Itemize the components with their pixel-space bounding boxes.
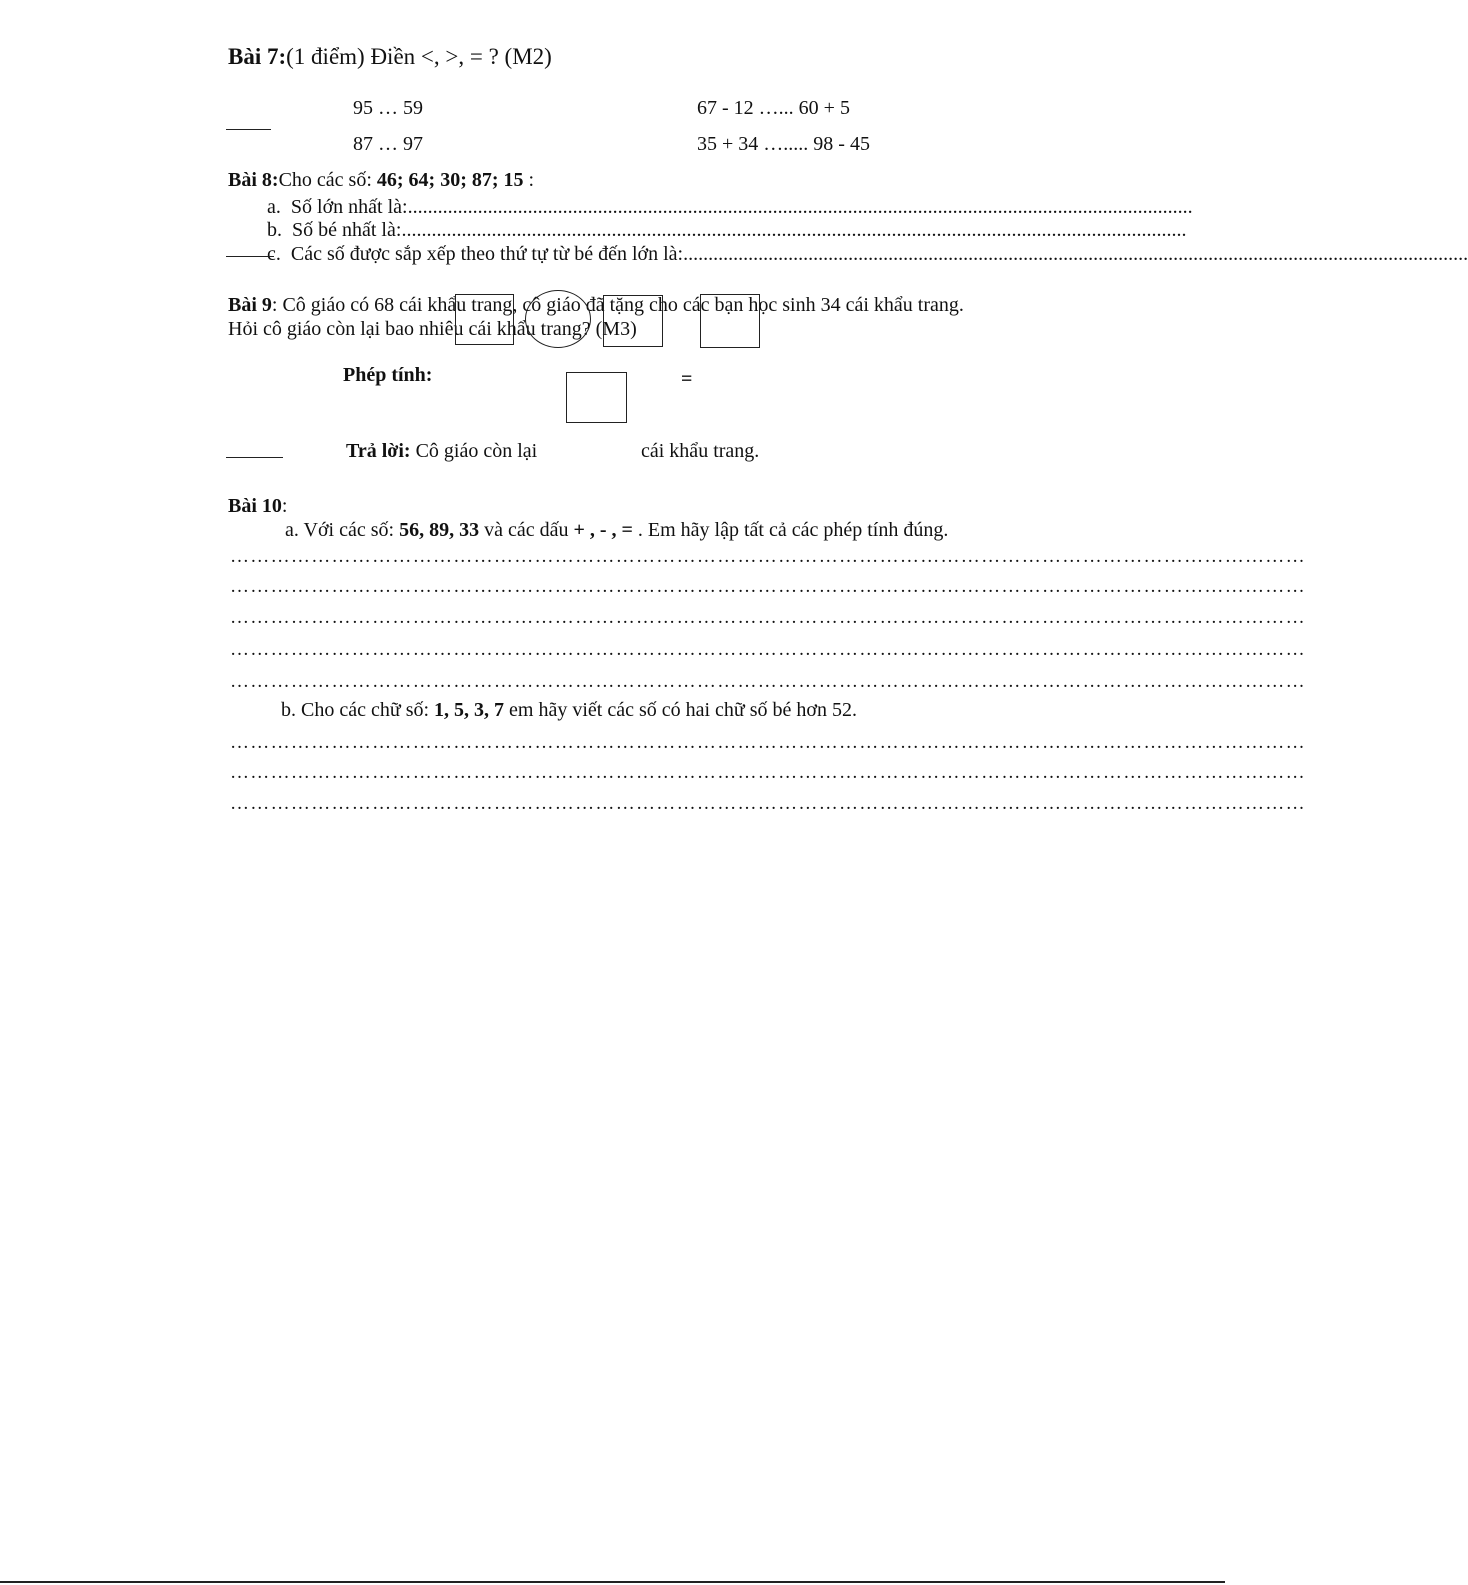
bai8-intro: Cho các số: <box>278 169 377 191</box>
bai8-item-b <box>267 219 1187 242</box>
answer-dots[interactable]: ............................................................................................................................................................. <box>683 243 1468 265</box>
page-bottom-edge <box>0 1581 1225 1583</box>
bai8-item-c-text: Các số được sắp xếp theo thứ tự từ bé đến lớn là: <box>290 243 684 265</box>
square-shape <box>455 294 514 345</box>
bai7-label: Bài 7: <box>228 44 287 69</box>
answer-line[interactable]: …………………………………………………………………………………………………………………………………………… <box>230 639 1306 660</box>
bai10-a: a. Với các số: 56, 89, 33 và các dấu + , - , = . Em hãy lập tất cả các phép tính đúng. <box>285 519 949 541</box>
bai8-item-a <box>267 196 1193 219</box>
bai8-item-a-marker: a. <box>267 196 281 218</box>
bai9-line2: Hỏi cô giáo còn lại bao nhiêu cái khẩu trang? (M3) <box>228 318 637 340</box>
bai7-right-1: 67 - 12 …... 60 + 5 <box>697 97 850 119</box>
answer-dots[interactable]: ............................................................................................................................................................. <box>401 219 1187 241</box>
bai9-line1-text: : Cô giáo có 68 cái khẩu trang, cô giáo đã tặng cho các bạn học sinh 34 cái khẩu trang. <box>271 294 964 316</box>
tra-loi-label: Trả lời: <box>346 440 411 462</box>
tra-loi-text: Cô giáo còn lại <box>415 440 538 462</box>
bai9-label: Bài 9 <box>228 294 272 316</box>
bai8-item-c-marker: c. <box>267 243 281 265</box>
circle-shape <box>525 290 591 348</box>
bai8-item-b-text: Số bé nhất là: <box>292 219 402 241</box>
answer-dots[interactable]: ............................................................................................................................................................. <box>407 196 1193 218</box>
bai7-right-2: 35 + 34 …..... 98 - 45 <box>697 133 870 155</box>
answer-line[interactable]: …………………………………………………………………………………………………………………………………………… <box>230 576 1306 597</box>
bai10-label: Bài 10 <box>228 495 282 517</box>
margin-mark <box>226 256 274 257</box>
equals-sign: = <box>681 368 693 390</box>
bai8-label: Bài 8: <box>228 169 279 191</box>
tra-loi-end: cái khẩu trang. <box>641 440 760 462</box>
bai8-item-c <box>267 243 1468 266</box>
answer-line[interactable]: …………………………………………………………………………………………………………………………………………… <box>230 762 1306 783</box>
bai7-left-2: 87 … 97 <box>353 133 423 155</box>
bai7-left-1: 95 … 59 <box>353 97 423 119</box>
bai10-a-numbers: 56, 89, 33 <box>399 519 480 541</box>
phep-tinh-label: Phép tính: <box>343 364 433 386</box>
answer-line[interactable]: …………………………………………………………………………………………………………………………………………… <box>230 546 1306 567</box>
bai8-numbers: 46; 64; 30; 87; 15 <box>376 169 524 191</box>
answer-line[interactable]: …………………………………………………………………………………………………………………………………………… <box>230 793 1306 814</box>
bai10-b-numbers: 1, 5, 3, 7 <box>434 699 505 721</box>
bai7-heading <box>228 44 552 70</box>
bai7-desc: (1 điểm) Điền <, >, = ? (M2) <box>286 44 552 69</box>
answer-line[interactable]: …………………………………………………………………………………………………………………………………………… <box>230 732 1306 753</box>
answer-line[interactable]: …………………………………………………………………………………………………………………………………………… <box>230 671 1306 692</box>
square-shape <box>603 295 663 347</box>
bai8-after: : <box>523 169 535 191</box>
square-shape <box>700 294 760 348</box>
answer-line[interactable]: …………………………………………………………………………………………………………………………………………… <box>230 607 1306 628</box>
margin-mark <box>226 129 271 130</box>
tra-loi-line <box>346 440 537 463</box>
bai9-line1 <box>228 294 964 317</box>
bai10-heading: Bài 10: <box>228 495 288 517</box>
answer-box[interactable] <box>566 372 627 423</box>
bai8-item-a-text: Số lớn nhất là: <box>290 196 408 218</box>
bai8-item-b-marker: b. <box>267 219 282 241</box>
bai8-heading <box>228 169 534 192</box>
margin-mark <box>226 457 283 458</box>
bai10-b: b. Cho các chữ số: 1, 5, 3, 7 em hãy viết các số có hai chữ số bé hơn 52. <box>281 699 858 721</box>
bai10-a-signs: + , - , = <box>573 519 633 541</box>
